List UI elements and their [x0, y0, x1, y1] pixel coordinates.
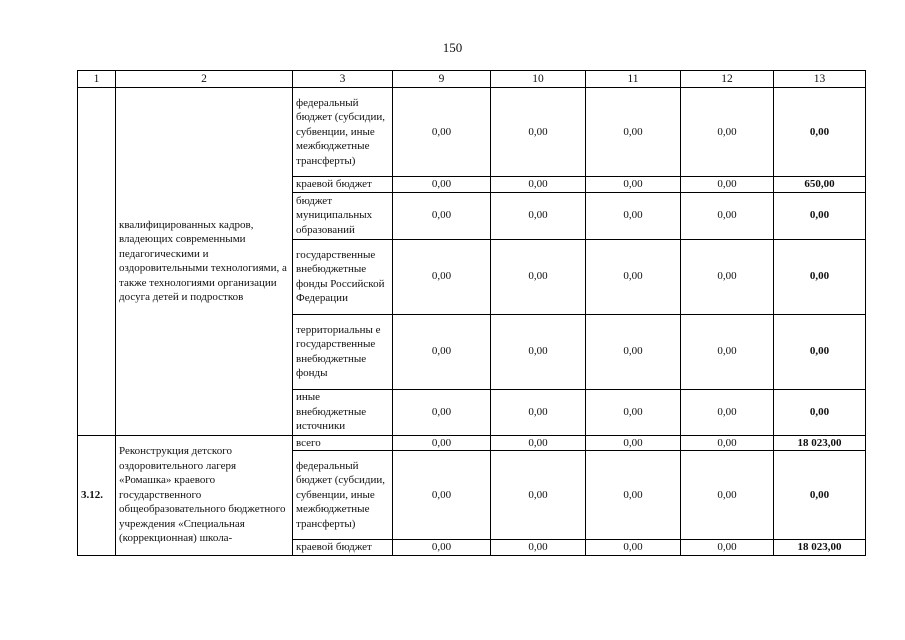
value-cell: 0,00 [491, 451, 586, 540]
header-col-11: 11 [586, 71, 681, 88]
funding-source: федеральный бюджет (субсидии, субвенции, иные межбюджетные трансферты) [293, 451, 393, 540]
value-cell: 0,00 [393, 88, 491, 177]
value-cell: 0,00 [586, 540, 681, 556]
total-cell: 18 023,00 [774, 435, 866, 451]
total-cell: 0,00 [774, 389, 866, 435]
value-cell: 0,00 [586, 389, 681, 435]
budget-table [77, 70, 866, 556]
value-cell: 0,00 [586, 192, 681, 239]
value-cell: 0,00 [681, 451, 774, 540]
total-cell: 0,00 [774, 451, 866, 540]
total-cell: 0,00 [774, 88, 866, 177]
funding-source: бюджет муниципальных образований [293, 192, 393, 239]
funding-source: государственные внебюджетные фонды Российской Федерации [293, 239, 393, 314]
value-cell: 0,00 [491, 239, 586, 314]
total-cell: 0,00 [774, 239, 866, 314]
value-cell: 0,00 [393, 177, 491, 193]
value-cell: 0,00 [586, 314, 681, 389]
item-description: квалифицированных кадров, владеющих современными педагогическими и оздоровительными технологиями, а также технологиями организации досуга детей и подростков [116, 88, 293, 436]
page-number: 150 [442, 40, 463, 55]
value-cell: 0,00 [393, 239, 491, 314]
value-cell: 0,00 [681, 314, 774, 389]
item-code [78, 88, 116, 436]
value-cell: 0,00 [681, 177, 774, 193]
value-cell: 0,00 [586, 239, 681, 314]
value-cell: 0,00 [393, 540, 491, 556]
value-cell: 0,00 [491, 389, 586, 435]
value-cell: 0,00 [681, 239, 774, 314]
value-cell: 0,00 [393, 389, 491, 435]
value-cell: 0,00 [681, 192, 774, 239]
header-col-12: 12 [681, 71, 774, 88]
value-cell: 0,00 [681, 88, 774, 177]
value-cell: 0,00 [586, 451, 681, 540]
funding-source: федеральный бюджет (субсидии, субвенции, иные межбюджетные трансферты) [293, 88, 393, 177]
value-cell: 0,00 [681, 435, 774, 451]
total-cell: 18 023,00 [774, 540, 866, 556]
value-cell: 0,00 [491, 435, 586, 451]
value-cell: 0,00 [586, 435, 681, 451]
value-cell: 0,00 [586, 88, 681, 177]
header-col-13: 13 [774, 71, 866, 88]
header-col-10: 10 [491, 71, 586, 88]
header-row [78, 71, 866, 88]
value-cell: 0,00 [491, 192, 586, 239]
header-col-1: 1 [78, 71, 116, 88]
table-row [78, 435, 866, 451]
funding-source: краевой бюджет [293, 540, 393, 556]
item-code: 3.12. [78, 435, 116, 555]
value-cell: 0,00 [491, 88, 586, 177]
funding-source: краевой бюджет [293, 177, 393, 193]
value-cell: 0,00 [681, 540, 774, 556]
item-description: Реконструкция детского оздоровительного лагеря «Ромашка» краевого государственного общеобразовательного бюджетного учреждения «Специальная (коррекционная) школа- [116, 435, 293, 555]
value-cell: 0,00 [586, 177, 681, 193]
value-cell: 0,00 [393, 192, 491, 239]
value-cell: 0,00 [491, 540, 586, 556]
funding-source: территориальны е государственные внебюджетные фонды [293, 314, 393, 389]
value-cell: 0,00 [491, 314, 586, 389]
total-cell: 0,00 [774, 192, 866, 239]
value-cell: 0,00 [393, 435, 491, 451]
value-cell: 0,00 [491, 177, 586, 193]
value-cell: 0,00 [681, 389, 774, 435]
total-cell: 0,00 [774, 314, 866, 389]
header-col-9: 9 [393, 71, 491, 88]
value-cell: 0,00 [393, 314, 491, 389]
funding-source: иные внебюджетные источники [293, 389, 393, 435]
total-cell: 650,00 [774, 177, 866, 193]
table-row [78, 88, 866, 177]
funding-source: всего [293, 435, 393, 451]
header-col-2: 2 [116, 71, 293, 88]
value-cell: 0,00 [393, 451, 491, 540]
header-col-3: 3 [293, 71, 393, 88]
